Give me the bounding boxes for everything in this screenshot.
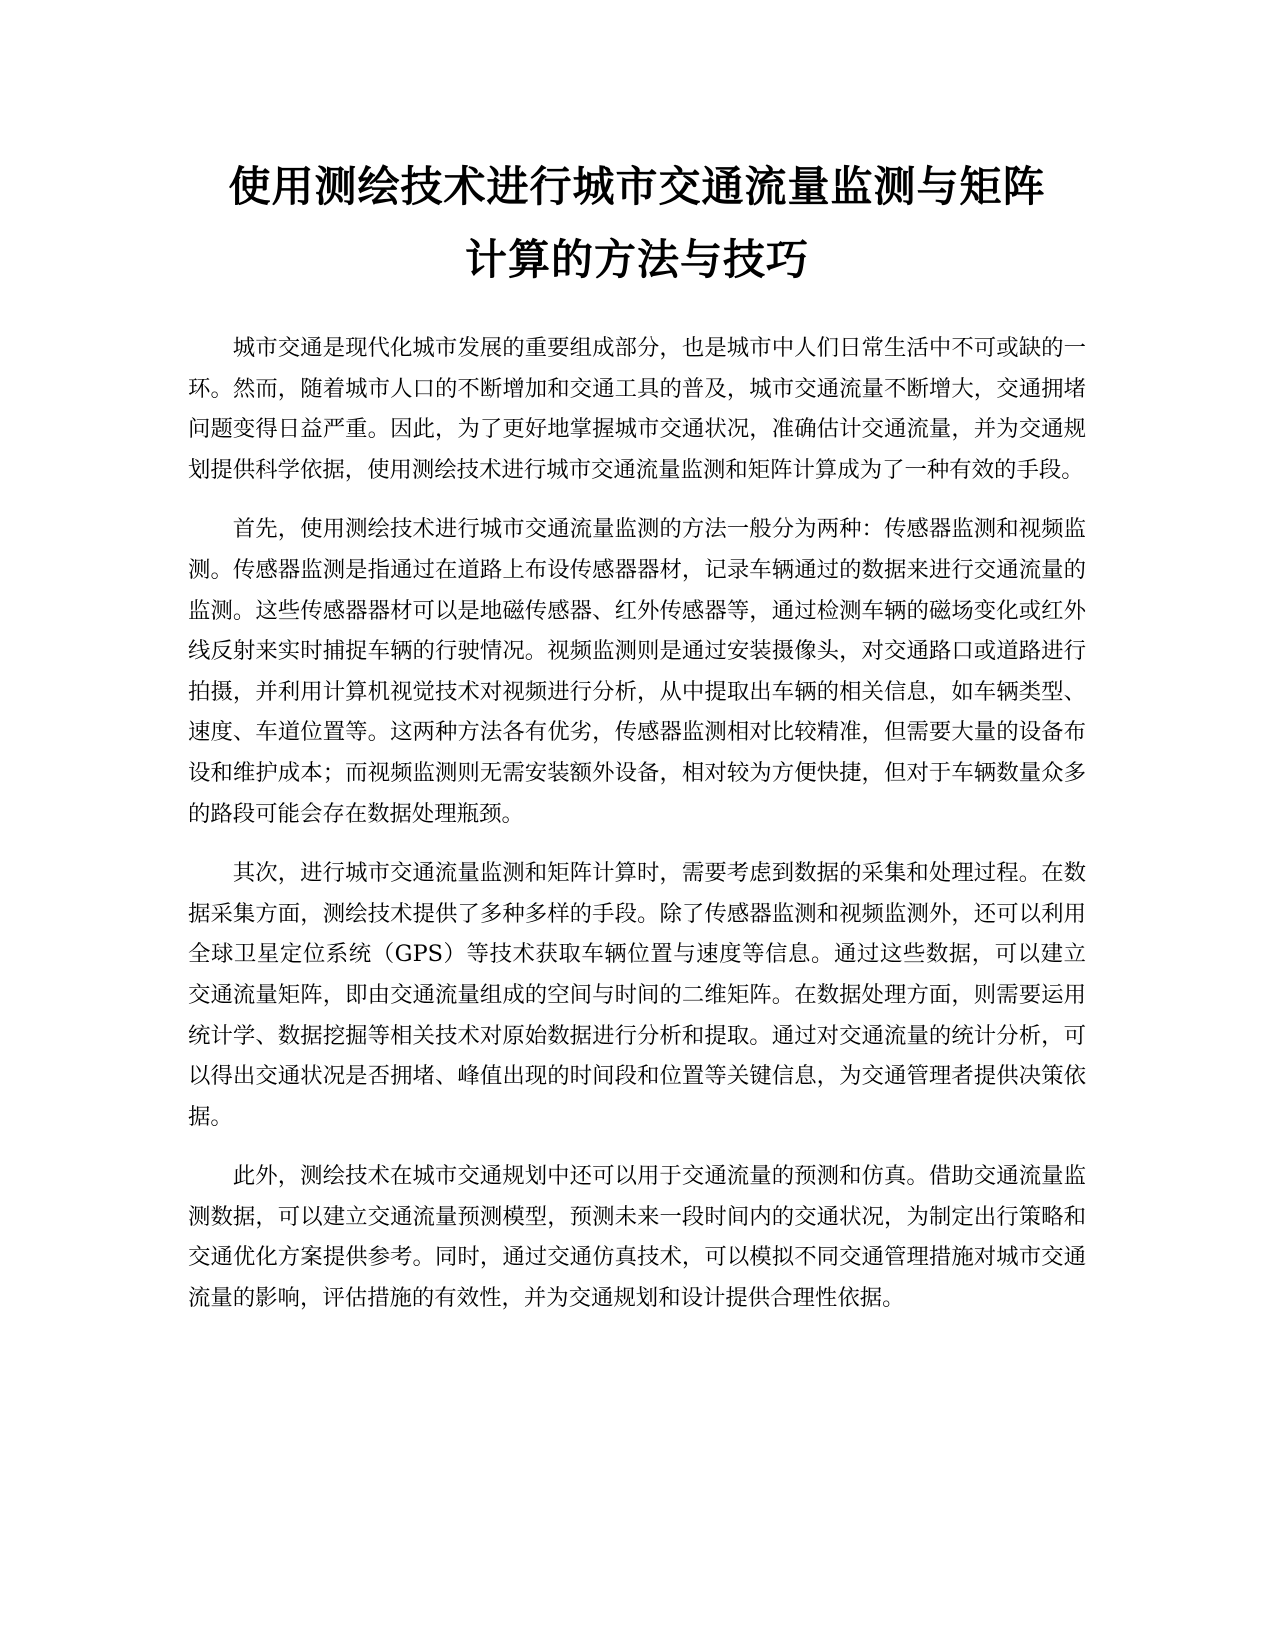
title-line-2: 计算的方法与技巧	[464, 235, 809, 284]
document-page	[188, 150, 1086, 1338]
paragraph-monitoring-methods: 首先，使用测绘技术进行城市交通流量监测的方法一般分为两种：传感器监测和视频监测。传感器监测是指通过在道路上布设传感器器材，记录车辆通过的数据来进行交通流量的监测。这些传感器器材可以是地磁传感器、红外传感器等，通过检测车辆的磁场变化或红外线反射来实时捕捉车辆的行驶情况。视频监测则是通过安装摄像头，对交通路口或道路进行拍摄，并利用计算机视觉技术对视频进行分析，从中提取出车辆的相关信息，如车辆类型、速度、车道位置等。这两种方法各有优劣，传感器监测相对比较精准，但需要大量的设备布设和维护成本；而视频监测则无需安装额外设备，相对较为方便快捷，但对于车辆数量众多的路段可能会存在数据处理瓶颈。	[188, 516, 1086, 827]
document-body	[188, 328, 1086, 1319]
document-title	[188, 150, 1086, 296]
title-line-1: 使用测绘技术进行城市交通流量监测与矩阵	[228, 162, 1046, 211]
paragraph-data-processing: 其次，进行城市交通流量监测和矩阵计算时，需要考虑到数据的采集和处理过程。在数据采集方面，测绘技术提供了多种多样的手段。除了传感器监测和视频监测外，还可以利用全球卫星定位系统（GPS）等技术获取车辆位置与速度等信息。通过这些数据，可以建立交通流量矩阵，即由交通流量组成的空间与时间的二维矩阵。在数据处理方面，则需要运用统计学、数据挖掘等相关技术对原始数据进行分析和提取。通过对交通流量的统计分析，可以得出交通状况是否拥堵、峰值出现的时间段和位置等关键信息，为交通管理者提供决策依据。	[188, 860, 1086, 1130]
paragraph-intro: 城市交通是现代化城市发展的重要组成部分，也是城市中人们日常生活中不可或缺的一环。然而，随着城市人口的不断增加和交通工具的普及，城市交通流量不断增大，交通拥堵问题变得日益严重。因此，为了更好地掌握城市交通状况，准确估计交通流量，并为交通规划提供科学依据，使用测绘技术进行城市交通流量监测和矩阵计算成为了一种有效的手段。	[188, 335, 1086, 483]
paragraph-prediction-simulation: 此外，测绘技术在城市交通规划中还可以用于交通流量的预测和仿真。借助交通流量监测数据，可以建立交通流量预测模型，预测未来一段时间内的交通状况，为制定出行策略和交通优化方案提供参考。同时，通过交通仿真技术，可以模拟不同交通管理措施对城市交通流量的影响，评估措施的有效性，并为交通规划和设计提供合理性依据。	[188, 1163, 1086, 1312]
